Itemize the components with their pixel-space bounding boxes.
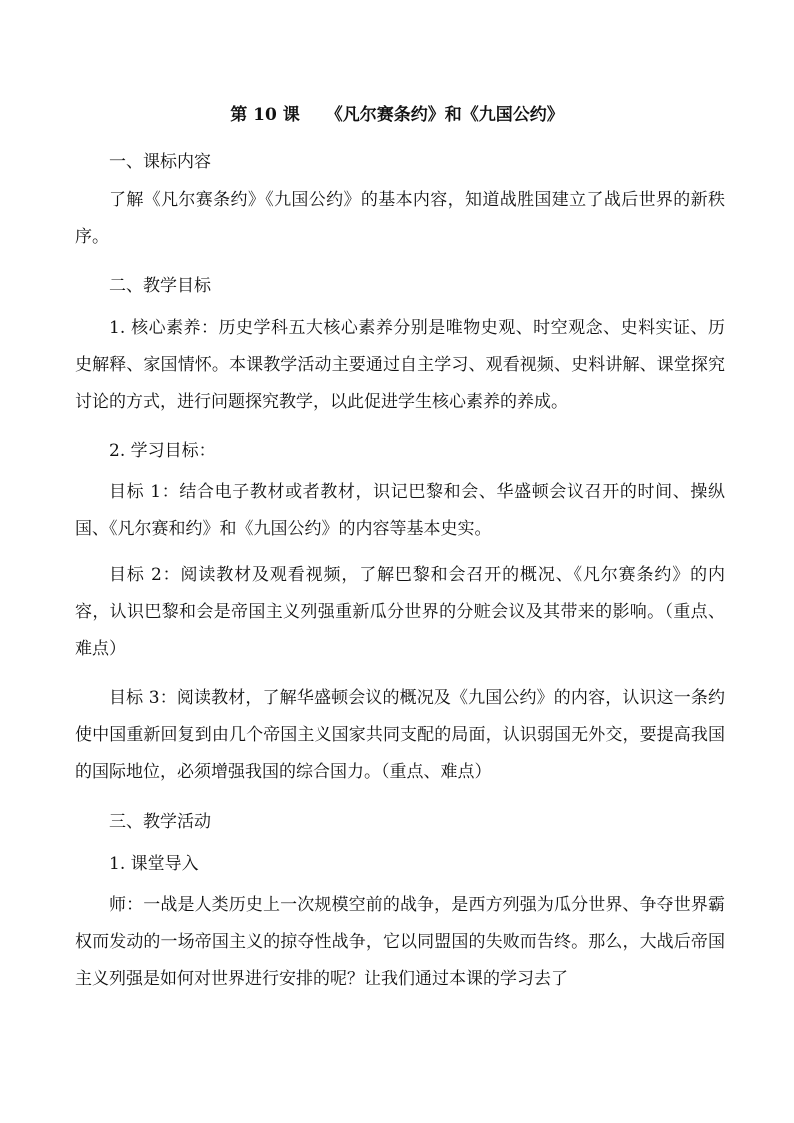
goal-2-paragraph: 目标 2：阅读教材及观看视频，了解巴黎和会召开的概况、《凡尔赛条约》的内容，认识巴黎和会是帝国主义列强重新瓜分世界的分赃会议及其带来的影响。（重点、难点）: [75, 565, 725, 659]
core-literacy-paragraph: 1. 核心素养：历史学科五大核心素养分别是唯物史观、时空观念、史料实证、历史解释、家国情怀。本课教学活动主要通过自主学习、观看视频、史料讲解、课堂探究讨论的方式，进行问题探究教学，以此促进学生核心素养的养成。: [75, 318, 725, 412]
section-heading-goals: 二、教学目标: [109, 276, 211, 296]
goal-3-paragraph: 目标 3：阅读教材，了解华盛顿会议的概况及《九国公约》的内容，认识这一条约使中国重新回复到由几个帝国主义国家共同支配的局面，认识弱国无外交，要提高我国的国际地位，必须增强我国的综合国力。（重点、难点）: [75, 688, 725, 782]
lesson-title: [80, 103, 714, 127]
lesson-name: 《凡尔赛条约》和《九国公约》: [325, 105, 564, 125]
goal-1-paragraph: 目标 1：结合电子教材或者教材，识记巴黎和会、华盛顿会议召开的时间、操纵国、《凡尔赛和约》和《九国公约》的内容等基本史实。: [75, 482, 725, 539]
section-heading-standards: 一、课标内容: [109, 152, 211, 172]
standards-paragraph: 了解《凡尔赛条约》《九国公约》的基本内容，知道战胜国建立了战后世界的新秩序。: [75, 190, 725, 247]
teacher-intro-paragraph: 师：一战是人类历史上一次规模空前的战争，是西方列强为瓜分世界、争夺世界霸权而发动的一场帝国主义的掠夺性战争，它以同盟国的失败而告终。那么，大战后帝国主义列强是如何对世界进行安排的呢？让我们通过本课的学习去了: [75, 895, 725, 989]
section-heading-activities: 三、教学活动: [109, 812, 211, 832]
class-intro-heading: 1. 课堂导入: [109, 854, 199, 874]
learning-goals-heading: 2. 学习目标：: [109, 441, 216, 461]
lesson-number: 第 10 课: [230, 105, 300, 125]
